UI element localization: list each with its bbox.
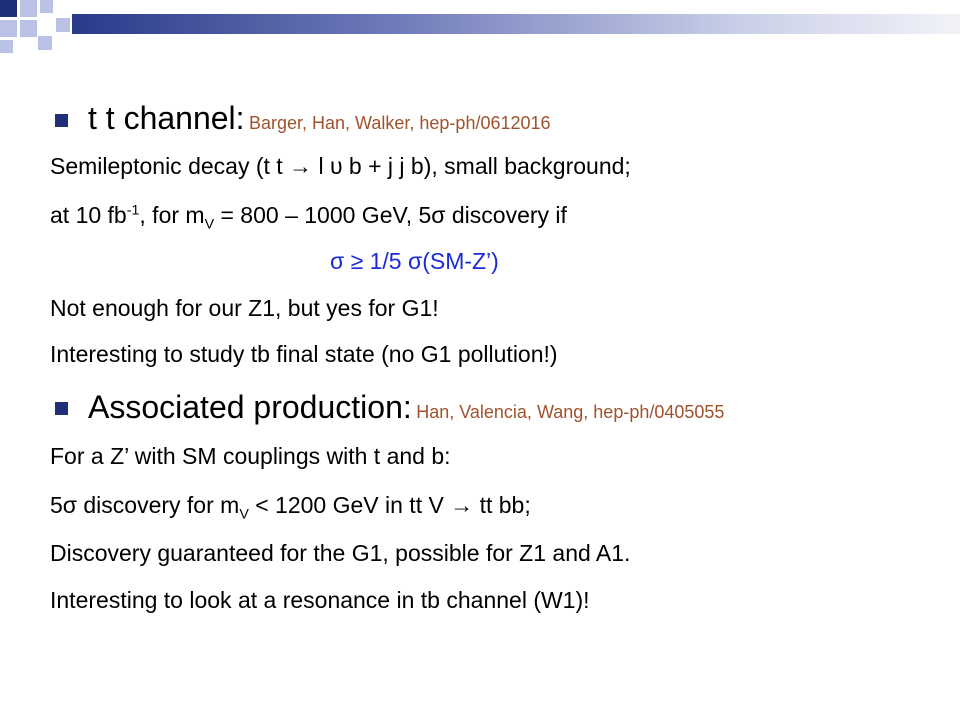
heading-title: t t channel: bbox=[88, 100, 245, 136]
text-part: 5σ discovery for m bbox=[50, 492, 240, 518]
text-part: b + j j b), small background; bbox=[342, 153, 631, 179]
heading-title: Associated production: bbox=[88, 389, 412, 425]
header-square bbox=[56, 18, 70, 32]
upsilon-symbol: υ bbox=[329, 153, 343, 179]
text-part: , for m bbox=[139, 202, 205, 228]
formula-line bbox=[330, 248, 499, 275]
header-square bbox=[38, 36, 52, 50]
text-part: Semileptonic decay (t t → l bbox=[50, 153, 330, 179]
body-line-not-enough: Not enough for our Z1, but yes for G1! bbox=[50, 295, 439, 321]
bullet-heading-associated-production bbox=[88, 389, 724, 426]
text-part: at 10 fb bbox=[50, 202, 127, 228]
sigma-symbol: σ bbox=[407, 248, 423, 274]
bullet-heading-tt-channel bbox=[88, 100, 551, 137]
superscript: -1 bbox=[126, 202, 140, 219]
heading-reference: Barger, Han, Walker, hep-ph/0612016 bbox=[249, 113, 551, 133]
body-line-interesting-tb: Interesting to study tb final state (no G1 pollution!) bbox=[50, 341, 558, 367]
body-line-zprime: For a Z’ with SM couplings with t and b: bbox=[50, 443, 451, 469]
bullet-square-icon bbox=[55, 114, 68, 127]
bullet-square-icon bbox=[55, 402, 68, 415]
header-square bbox=[0, 20, 17, 37]
text-part: = 800 – 1000 GeV, 5σ discovery if bbox=[214, 202, 567, 228]
heading-reference: Han, Valencia, Wang, hep-ph/0405055 bbox=[416, 402, 725, 422]
subscript: V bbox=[239, 506, 249, 523]
sigma-symbol: σ bbox=[330, 248, 345, 274]
header-square bbox=[20, 0, 37, 17]
header-gradient-bar bbox=[72, 14, 960, 34]
header-square bbox=[0, 40, 13, 53]
text-part: < 1200 GeV in tt V → tt bb; bbox=[248, 492, 531, 518]
body-line-5sigma bbox=[50, 492, 531, 523]
body-line-discovery-guaranteed: Discovery guaranteed for the G1, possible for Z1 and A1. bbox=[50, 540, 631, 566]
header-square bbox=[0, 0, 17, 17]
body-line-luminosity bbox=[50, 202, 567, 233]
text-part: ≥ 1/5 bbox=[344, 248, 408, 274]
text-part: (SM-Z’) bbox=[422, 248, 499, 274]
header-square bbox=[20, 20, 37, 37]
body-line-semileptonic bbox=[50, 153, 631, 180]
body-line-resonance: Interesting to look at a resonance in tb channel (W1)! bbox=[50, 587, 590, 613]
header-square bbox=[40, 0, 53, 13]
subscript: V bbox=[204, 216, 215, 233]
